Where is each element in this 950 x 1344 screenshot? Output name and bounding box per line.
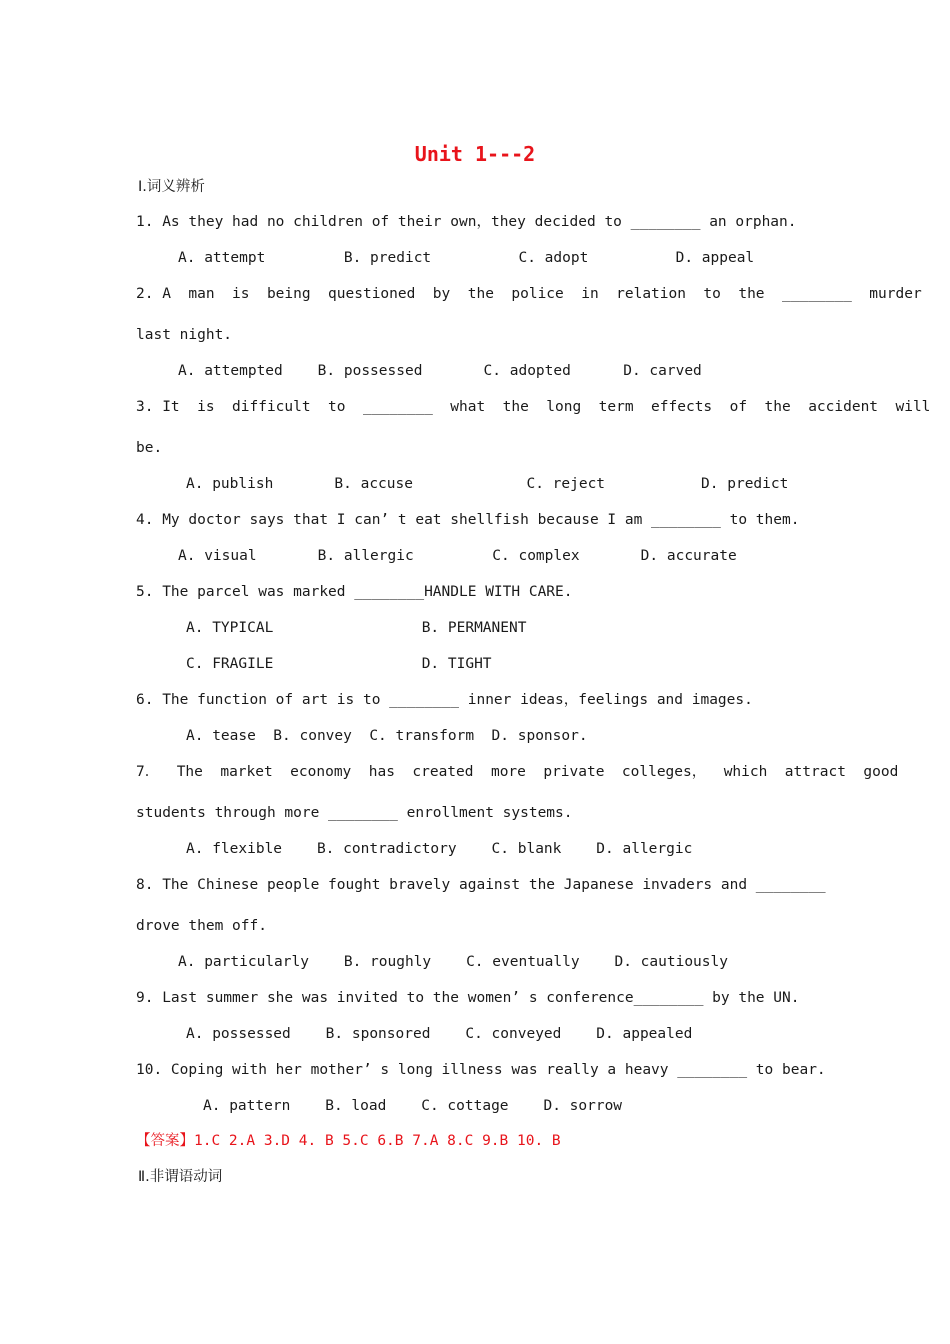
question-4-options: A. visual B. allergic C. complex D. accurate: [178, 548, 737, 564]
question-7-continued: students through more ________ enrollment systems.: [136, 805, 573, 821]
question-2-options: A. attempted B. possessed C. adopted D. carved: [178, 363, 702, 379]
question-5-options-row2: C. FRAGILE D. TIGHT: [186, 656, 492, 672]
question-1-options: A. attempt B. predict C. adopt D. appeal: [178, 250, 755, 266]
question-4: 4. My doctor says that I can’ t eat shellfish because I am ________ to them.: [136, 512, 800, 528]
page-title: Unit 1---2: [414, 142, 536, 166]
question-8: 8. The Chinese people fought bravely against the Japanese invaders and ________: [136, 877, 826, 893]
question-6-options: A. tease B. convey C. transform D. sponsor.: [186, 728, 588, 744]
question-10: 10. Coping with her mother’ s long illness was really a heavy ________ to bear.: [136, 1062, 826, 1078]
question-2-continued: last night.: [136, 327, 233, 343]
question-5: 5. The parcel was marked ________HANDLE WITH CARE.: [136, 584, 573, 600]
question-2: 2. A man is being questioned by the police in relation to the ________ murder: [136, 286, 922, 302]
question-3-continued: be.: [136, 440, 163, 456]
question-1: 1. As they had no children of their own，they decided to ________ an orphan.: [136, 214, 797, 230]
question-10-options: A. pattern B. load C. cottage D. sorrow: [203, 1098, 623, 1114]
question-5-options-row1: A. TYPICAL B. PERMANENT: [186, 620, 527, 636]
question-3-options: A. publish B. accuse C. reject D. predict: [186, 476, 789, 492]
section-heading-1: Ⅰ.词义辨析: [138, 179, 205, 195]
question-9-options: A. possessed B. sponsored C. conveyed D. appealed: [186, 1026, 693, 1042]
question-9: 9. Last summer she was invited to the women’ s conference________ by the UN.: [136, 990, 800, 1006]
question-7-options: A. flexible B. contradictory C. blank D. allergic: [186, 841, 693, 857]
question-7: 7． The market economy has created more private colleges， which attract good: [136, 764, 899, 780]
question-6: 6. The function of art is to ________ inner ideas，feelings and images.: [136, 692, 753, 708]
question-8-continued: drove them off.: [136, 918, 267, 934]
question-8-options: A. particularly B. roughly C. eventually D. cautiously: [178, 954, 728, 970]
question-3: 3. It is difficult to ________ what the long term effects of the accident will: [136, 399, 931, 415]
answer-key: 【答案】1.C 2.A 3.D 4. B 5.C 6.B 7.A 8.C 9.B 10. B: [136, 1133, 561, 1149]
section-heading-2: Ⅱ.非谓语动词: [138, 1169, 223, 1185]
